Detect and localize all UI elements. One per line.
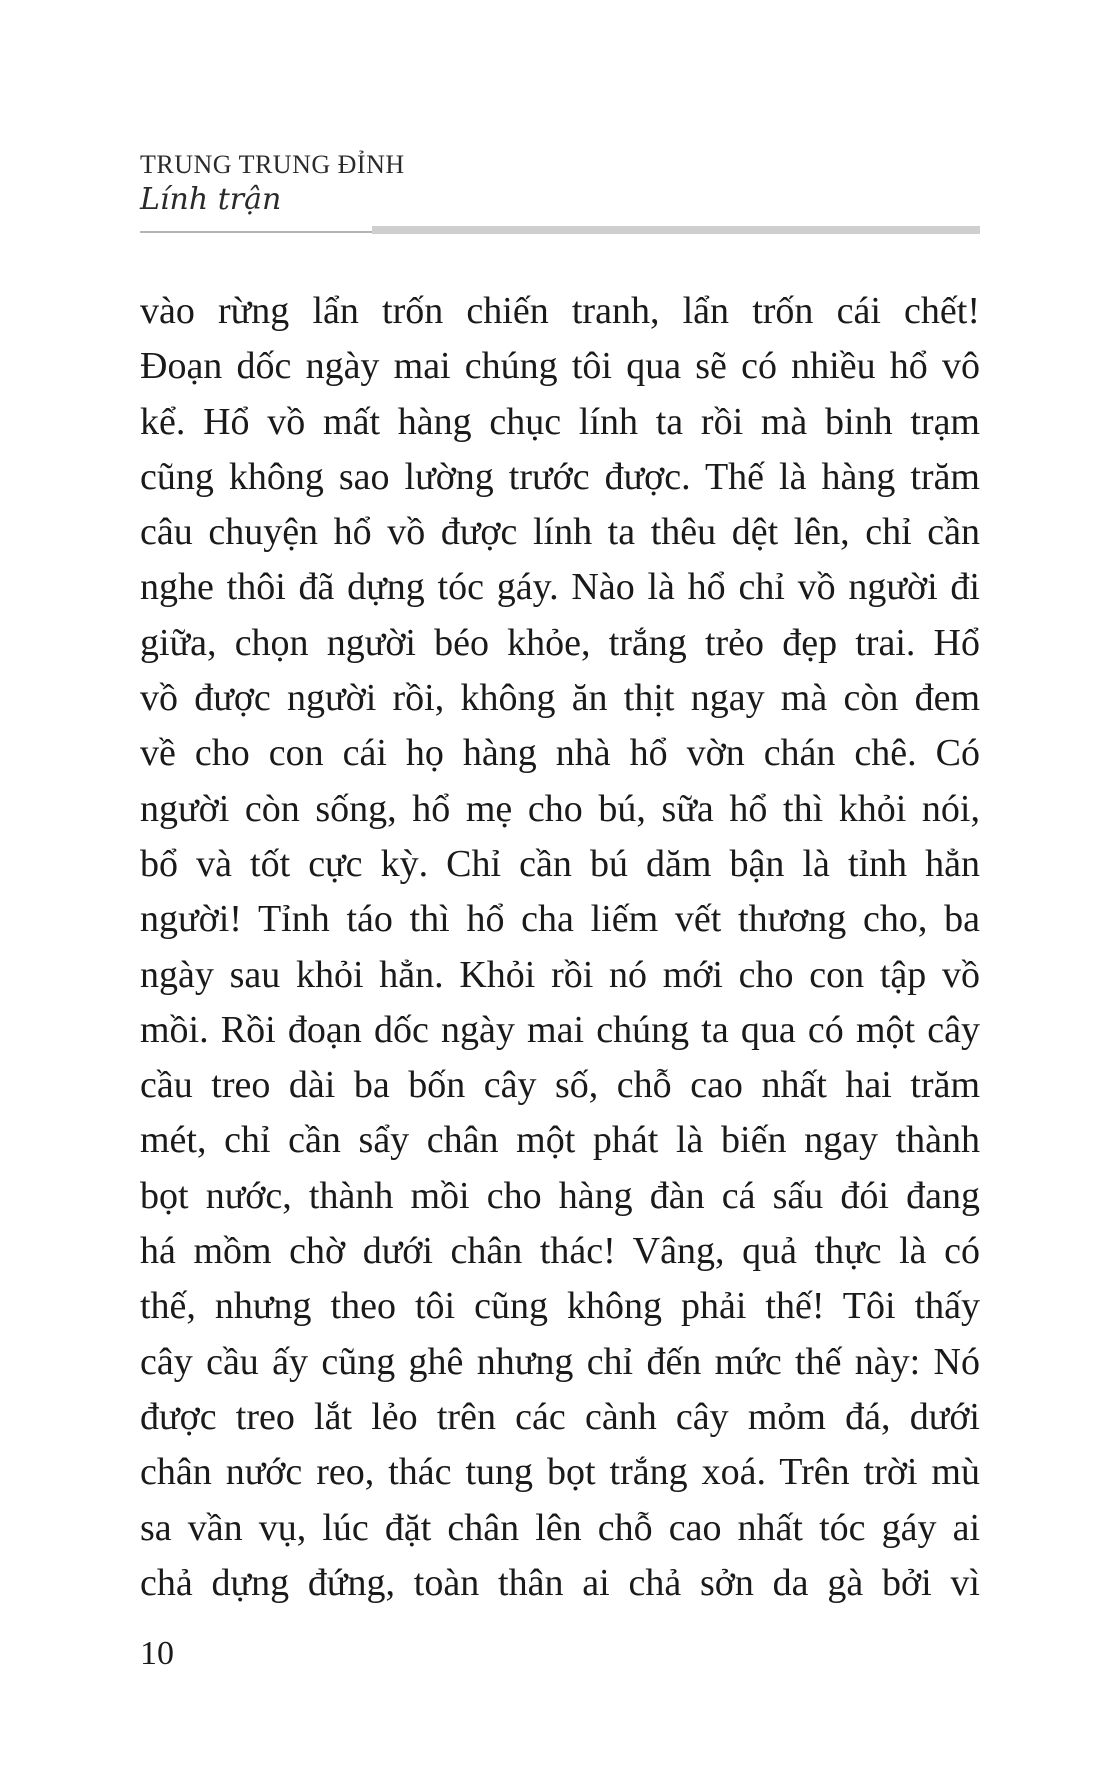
text-line: chả dựng đứng, toàn thân ai chả sởn da gà bởi vì [140,1561,980,1604]
text-line: người! Tỉnh táo thì hổ cha liếm vết thương cho, ba [140,898,980,941]
text-line: chân nước reo, thác tung bọt trắng xoá. Trên trời mù [140,1451,980,1494]
text-line: Đoạn dốc ngày mai chúng tôi qua sẽ có nhiều hổ vô [140,345,980,388]
text-line: người còn sống, hổ mẹ cho bú, sữa hổ thì khỏi nói, [140,787,980,830]
text-line: cây cầu ấy cũng ghê nhưng chỉ đến mức thế này: Nó [140,1340,980,1383]
text-line: thế, nhưng theo tôi cũng không phải thế! Tôi thấy [140,1285,980,1328]
text-line: bổ và tốt cực kỳ. Chỉ cần bú dăm bận là tỉnh hẳn [140,842,980,885]
body-text [140,284,980,1611]
text-line: nghe thôi đã dựng tóc gáy. Nào là hổ chỉ vồ người đi [140,566,980,609]
text-line: mồi. Rồi đoạn dốc ngày mai chúng ta qua có một cây [140,1008,980,1051]
text-line: giữa, chọn người béo khỏe, trắng trẻo đẹp trai. Hổ [140,621,980,664]
text-line: vào rừng lẩn trốn chiến tranh, lẩn trốn cái chết! [140,290,980,332]
text-line: há mồm chờ dưới chân thác! Vâng, quả thực là có [140,1230,980,1273]
book-title: Lính trận [140,182,282,217]
page-number: 10 [140,1635,174,1672]
text-line: câu chuyện hổ vồ được lính ta thêu dệt lên, chỉ cần [140,511,980,554]
text-line: về cho con cái họ hàng nhà hổ vờn chán chê. Có [140,732,980,775]
text-line: sa vần vụ, lúc đặt chân lên chỗ cao nhất tóc gáy ai [140,1506,980,1549]
header-rule [140,226,980,238]
text-line: cầu treo dài ba bốn cây số, chỗ cao nhất hai trăm [140,1064,980,1107]
header-rule-thin [140,231,372,233]
text-line: mét, chỉ cần sẩy chân một phát là biến ngay thành [140,1119,980,1162]
author-name: TRUNG TRUNG ĐỈNH [140,150,405,179]
text-line: bọt nước, thành mồi cho hàng đàn cá sấu đói đang [140,1174,980,1217]
header-rule-thick [372,226,980,234]
running-header [140,150,980,240]
text-line: kể. Hổ vồ mất hàng chục lính ta rồi mà binh trạm [140,400,980,443]
text-line: vồ được người rồi, không ăn thịt ngay mà còn đem [140,677,980,720]
text-line: cũng không sao lường trước được. Thế là hàng trăm [140,455,980,498]
text-line: được treo lắt lẻo trên các cành cây mỏm đá, dưới [140,1395,980,1438]
text-line: ngày sau khỏi hẳn. Khỏi rồi nó mới cho con tập vồ [140,953,980,996]
